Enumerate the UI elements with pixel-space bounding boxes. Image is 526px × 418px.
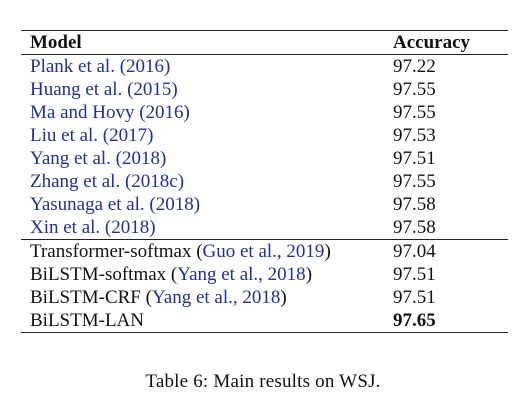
accuracy-value: 97.51 (393, 264, 436, 285)
table-row (21, 78, 508, 101)
paren-close: ) (324, 241, 331, 262)
citation-link[interactable]: Guo et al., 2019 (202, 241, 325, 262)
table-row (21, 55, 508, 79)
best-accuracy-value: 97.65 (393, 310, 436, 331)
model-name: Transformer-softmax (30, 241, 192, 262)
accuracy-value: 97.51 (393, 287, 436, 308)
accuracy-value: 97.58 (393, 194, 436, 215)
citation-link[interactable]: Plank et al. (2016) (30, 56, 171, 77)
citation-link[interactable]: Yang et al., 2018 (177, 264, 306, 285)
accuracy-value: 97.51 (393, 148, 436, 169)
accuracy-value: 97.55 (393, 171, 436, 192)
table-row (21, 124, 508, 147)
citation-link[interactable]: Zhang et al. (2018c) (30, 171, 185, 192)
table-row (21, 147, 508, 170)
accuracy-value: 97.53 (393, 125, 436, 146)
model-name: BiLSTM-LAN (30, 310, 144, 331)
paren-open: ( (140, 287, 152, 308)
paren-open: ( (166, 264, 178, 285)
table-row (21, 216, 508, 240)
table-row (21, 240, 508, 264)
model-name: BiLSTM-CRF (30, 287, 141, 308)
citation-link[interactable]: Huang et al. (2015) (30, 79, 178, 100)
accuracy-column-header: Accuracy (393, 32, 471, 53)
accuracy-value: 97.58 (393, 217, 436, 238)
results-table-container (21, 30, 508, 333)
accuracy-value: 97.55 (393, 102, 436, 123)
model-column-header: Model (30, 32, 82, 53)
paren-close: ) (280, 287, 287, 308)
citation-link[interactable]: Xin et al. (2018) (30, 217, 156, 238)
citation-link[interactable]: Yasunaga et al. (2018) (30, 194, 201, 215)
paren-open: ( (191, 241, 203, 262)
table-row (21, 309, 508, 333)
table-row (21, 193, 508, 216)
table-row (21, 286, 508, 309)
table-row (21, 170, 508, 193)
table-header-row (21, 31, 508, 55)
model-name: BiLSTM-softmax (30, 264, 167, 285)
citation-link[interactable]: Yang et al., 2018 (151, 287, 281, 308)
citation-link[interactable]: Ma and Hovy (2016) (30, 102, 190, 123)
paren-close: ) (305, 264, 313, 285)
accuracy-value: 97.55 (393, 79, 436, 100)
results-table (21, 30, 508, 333)
citation-link[interactable]: Liu et al. (2017) (30, 125, 154, 146)
accuracy-value: 97.22 (393, 56, 436, 77)
accuracy-value: 97.04 (393, 241, 436, 262)
citation-link[interactable]: Yang et al. (2018) (30, 148, 167, 169)
table-row (21, 101, 508, 124)
table-row (21, 263, 508, 286)
table-caption: Table 6: Main results on WSJ. (145, 371, 381, 392)
